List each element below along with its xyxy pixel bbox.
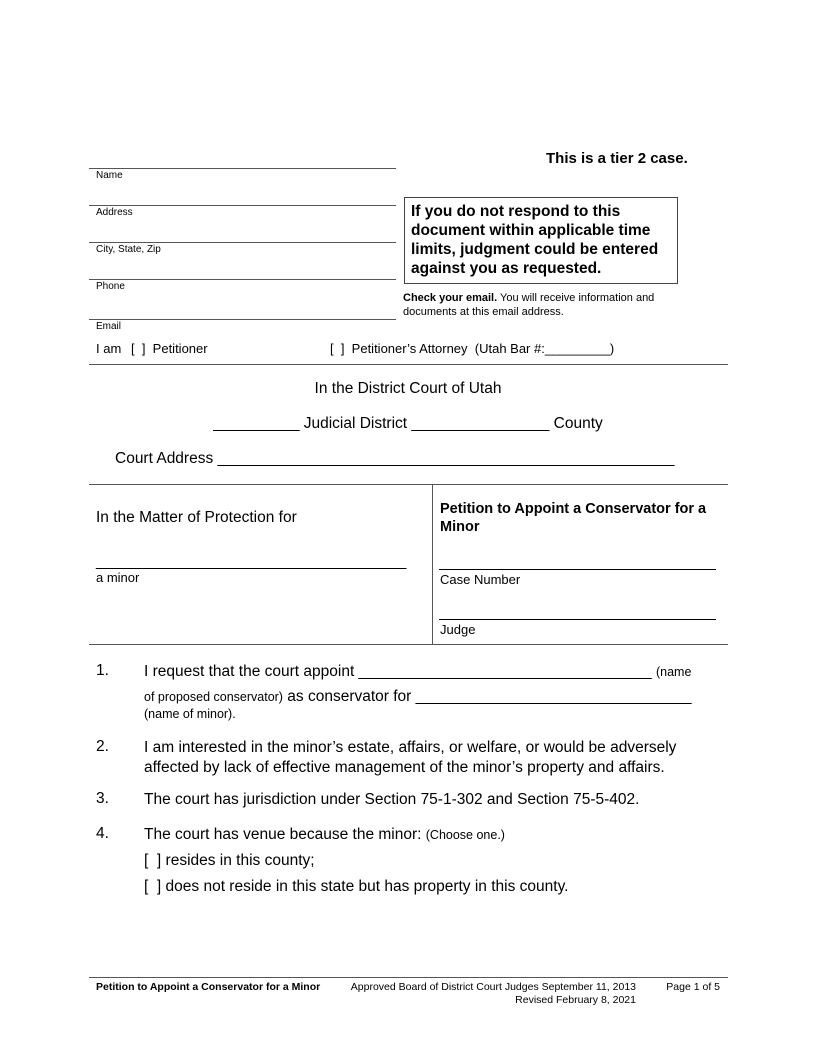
- item-1-small-a: (name: [655, 665, 692, 679]
- footer-form-title: Petition to Appoint a Conservator for a Minor: [96, 981, 321, 993]
- email-label: Email: [96, 321, 122, 332]
- response-warning-box: If you do not respond to this document within applicable time limits, judgment could be entered against you as requested.: [404, 197, 678, 284]
- court-name: In the District Court of Utah: [314, 380, 502, 397]
- minor-label: a minor: [96, 570, 140, 585]
- email-note: [403, 291, 703, 319]
- matter-heading: In the Matter of Protection for: [96, 509, 297, 526]
- header-divider: [89, 364, 728, 365]
- venue-option-property[interactable]: [ ] does not reside in this state but has property in this county.: [144, 878, 569, 895]
- judge-label: Judge: [440, 622, 476, 637]
- item-1-line-2: [144, 687, 692, 707]
- judicial-district-line[interactable]: __________ Judicial District ________________ County: [213, 415, 603, 432]
- petition-title: Petition to Appoint a Conservator for a Minor: [440, 501, 707, 535]
- phone-line[interactable]: [89, 279, 396, 280]
- attorney-checkbox[interactable]: [ ] Petitioner’s Attorney (Utah Bar #:_________): [330, 341, 615, 356]
- conservator-name-field[interactable]: I request that the court appoint __________________________________: [144, 663, 652, 680]
- item-4-choose: (Choose one.): [425, 828, 505, 842]
- caption-bottom-border: [89, 644, 728, 645]
- item-4-text-line: [144, 825, 505, 845]
- item-3-text: The court has jurisdiction under Section 75-1-302 and Section 75-5-402.: [144, 791, 640, 808]
- city-state-zip-line[interactable]: [89, 242, 396, 243]
- footer-divider: [89, 977, 728, 978]
- email-note-bold: Check your email.: [403, 292, 498, 304]
- item-1-small-b: of proposed conservator): [144, 690, 283, 704]
- petitioner-checkbox[interactable]: [ ] Petitioner: [131, 341, 208, 356]
- city-state-zip-label: City, State, Zip: [96, 244, 161, 255]
- email-line[interactable]: [89, 319, 396, 320]
- judge-line[interactable]: [439, 619, 716, 620]
- i-am-label: I am: [96, 341, 122, 356]
- caption-top-border: [89, 484, 728, 485]
- case-number-line[interactable]: [439, 569, 716, 570]
- item-1-small-c: (name of minor).: [144, 707, 236, 721]
- tier-notice: This is a tier 2 case.: [546, 150, 688, 167]
- phone-label: Phone: [96, 281, 125, 292]
- address-label: Address: [96, 207, 133, 218]
- item-1-number: 1.: [96, 662, 109, 679]
- item-1-line-1: [144, 662, 691, 682]
- item-2-text: I am interested in the minor’s estate, affairs, or welfare, or would be adversely affected by lack of effective management of the minor’s property and affairs.: [144, 739, 677, 776]
- name-label: Name: [96, 170, 123, 181]
- item-4-text: The court has venue because the minor:: [144, 826, 426, 843]
- minor-name-blank[interactable]: as conservator for ________________________________: [282, 688, 692, 705]
- item-3-number: 3.: [96, 790, 109, 807]
- email-note-text: You will receive information and documents at this email address.: [403, 292, 655, 318]
- case-number-label: Case Number: [440, 572, 521, 587]
- venue-option-resides[interactable]: [ ] resides in this county;: [144, 852, 315, 869]
- name-line[interactable]: [89, 168, 396, 169]
- footer-approved: Approved Board of District Court Judges September 11, 2013: [350, 981, 636, 993]
- item-2-number: 2.: [96, 738, 109, 755]
- footer-revised: Revised February 8, 2021: [515, 994, 636, 1006]
- footer-page-number: Page 1 of 5: [666, 981, 720, 993]
- item-4-number: 4.: [96, 825, 109, 842]
- court-address-line[interactable]: Court Address _____________________________________________________: [115, 450, 675, 467]
- minor-name-field[interactable]: ____________________________________: [96, 553, 407, 570]
- caption-divider: [432, 484, 433, 644]
- address-line[interactable]: [89, 205, 396, 206]
